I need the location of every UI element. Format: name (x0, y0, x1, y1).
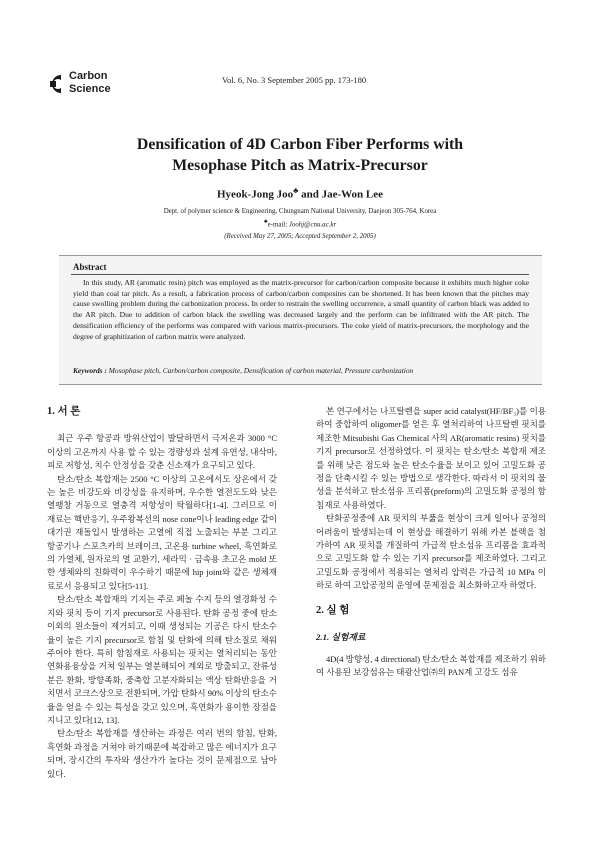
carbon-science-logo-icon (47, 72, 65, 96)
author-1: Hyeok-Jong Joo (217, 188, 294, 201)
body-paragraph: 탄소/탄소 복합재는 2500 °C 이상의 고온에서도 상온에서 갖는 높은 비강도와 비강성을 유지하며, 우수한 열전도도와 낮은 열팽창 거동으로 열충격 저항성이 탁월하다[1-4]. 그러므로 이 재료는 핵반응기, 우주왕복선의 nose cone이나 leading edge 같이 대기권 재돌입시 발생하는 고열에 직접 노출되는 부분 그리고 항공기나 스포츠카의 브레이크, 고온용 turbine wheel, 흑연화로의 가열체, 원자로의 열 교환기, 세라믹 · 금속용 초고온 mold 또한 생체와의 친화력이 우수하기 때문에 hip joint와 같은 생체재료로서 응용되고 있다[5-11]. (47, 473, 277, 591)
body-paragraph: 탄화공정중에 AR 핏치의 부풂을 현상이 크게 일어나 공정의 어려움이 발생되는데 이 현상을 해결하기 위해 카본 블랙을 첨가하여 AR 핏치를 개질하여 가급적 탄소섬유 프리폼을 효과적으로 고밀도화 할 수 있는 기지 precursor를 제조하였다. 그리고 고밀도화 공정에서 적용되는 열처리 압력은 가급적 10 MPa 이하로 하여 고압공정의 운영에 문제점을 최소화하고자 하였다. (316, 513, 546, 591)
body-paragraph: 탄소/탄소 복합재를 생산하는 과정은 여러 번의 함침, 탄화, 흑연화 과정을 거쳐야 하기때문에 복잡하고 많은 에너지가 요구되며, 장시간의 투자와 생산가가 높다는 것이 문제점으로 남아있다. (47, 728, 277, 779)
journal-logo-text (69, 70, 111, 95)
author-list (60, 186, 540, 201)
article-title (60, 134, 540, 176)
email-label: e-mail: (267, 221, 289, 229)
email-address: Joohj@cnu.ac.kr (288, 221, 337, 229)
journal-reference: Vol. 6, No. 3 September 2005 pp. 173-180 (222, 75, 367, 85)
body-paragraph: 최근 우주 항공과 방위산업이 발달하면서 극저온과 3000 °C 이상의 고온까지 사용 할 수 있는 경량성과 설계 유연성, 내삭마, 피로 저항성, 치수 안정성을 갖춘 신소재가 요구되고 있다. (47, 433, 277, 471)
logo-line-1: Carbon (69, 70, 108, 82)
email-line (60, 217, 540, 231)
journal-logo (47, 70, 157, 100)
section-heading-experimental: 2. 실 험 (316, 604, 350, 616)
abstract-paragraph: In this study, AR (aromatic resin) pitch was employed as the matrix-precursor for carbon/carbon composite because it exhibits much higher coke yield than coal tar pitch. As a result, a fabrication process of carbon/carbon composites can be shortened. It has been known that the pitches may cause swolling problem during the carbonization process. In order to restrain the swelling occurrence, a small quantity of carbon black was added to the AR pitch. Due to addition of carbon black the swelling was decreased largely and the perform can be infiltrated with the AR pitch. The densification efficiency of the performs was compared with various matrix-precursors. The coke yield of matrix-precursors, the morphology and the degree of graphitization of carbon matrix were analyzed. (73, 278, 529, 341)
body-paragraph: 본 연구에서는 나프탈렌을 super acid catalyst(HF/BF₃)를 이용하여 중합하여 oligomer를 얻은 후 열처리하여 나프탈렌 핏치를 제조한 Mitsubishi Gas Chemical 사의 AR(aromatic resins) 핏치를 기지 precursor로 선정하였다. 이 핏치는 탄소/탄소 복합재 제조를 위해 낮은 점도와 높은 탄소수율을 보이고 있어 고밀도화 공정을 단축시킬 수 있는 방법으로 생각한다. 따라서 이 핏치의 물성을 분석하고 탄소섬유 프리폼(preform)의 고밀도화 공정의 함침재로 사용하였다. (316, 406, 546, 510)
keywords-list: Mosophase pitch, Carbon/carbon composite, Densification of carbon material, Pressure carbonization (108, 366, 414, 375)
keywords-line (73, 366, 529, 375)
section-spacer (316, 593, 546, 604)
body-paragraph: 4D(4 방향성, 4 directional) 탄소/탄소 복합재를 제조하기 위하여 사용된 보강섬유는 태광산업㈜의 PAN계 고강도 섬유 (316, 653, 546, 677)
abstract-divider (71, 274, 529, 275)
received-dates: (Received May 27, 2005; Accepted September 2, 2005) (224, 232, 376, 240)
title-line-1: Densification of 4D Carbon Fiber Performs with (136, 136, 464, 153)
affiliation: Dept. of polymer science & Engineering, Chungnam National University, Daejeon 305-764, Korea (163, 208, 437, 215)
body-column-right (316, 405, 546, 679)
body-paragraph: 탄소/탄소 복합재의 기지는 주로 페놀 수지 등의 열경화성 수지와 핏치 등이 기지 precursor로 사용된다. 탄화 공정 중에 탄소 이외의 원소들이 제거되고, 이때 생성되는 기공은 다시 탄소수율이 높은 기지 precursor로 함침 및 탄화에 의해 탄소질로 채워주어야 한다. 특히 함침재로 사용되는 핏치는 열처리되는 동안 연화용융상을 거쳐 일부는 열분해되어 계외로 방출되고, 잔류성분은 환화, 방향족화, 중축합 고분자화되는 액상 탄화반응을 거치면서 코크스상으로 전환되며, 가압 탄화시 90% 이상의 탄소수율을 얻을 수 있는 특성을 갖고 있으며, 흑연화가 용이한 장점을 지니고 있다[12, 13]. (47, 594, 277, 725)
section-heading-introduction: 1. 서 론 (47, 406, 81, 417)
abstract-heading: Abstract (73, 262, 107, 272)
body-column-left (47, 405, 277, 781)
subsection-heading-materials: 2.1. 실험재료 (316, 632, 366, 643)
author-2: and Jae-Won Lee (298, 188, 383, 201)
logo-line-2: Science (69, 82, 111, 95)
keywords-label: Keywords : (73, 366, 109, 375)
email-mark: ♣ (263, 219, 268, 226)
affiliation-block (60, 206, 540, 242)
corresponding-author-mark: ♣ (293, 186, 299, 195)
abstract-text (73, 278, 529, 342)
title-line-2: Mesophase Pitch as Matrix-Precursor (172, 157, 428, 174)
